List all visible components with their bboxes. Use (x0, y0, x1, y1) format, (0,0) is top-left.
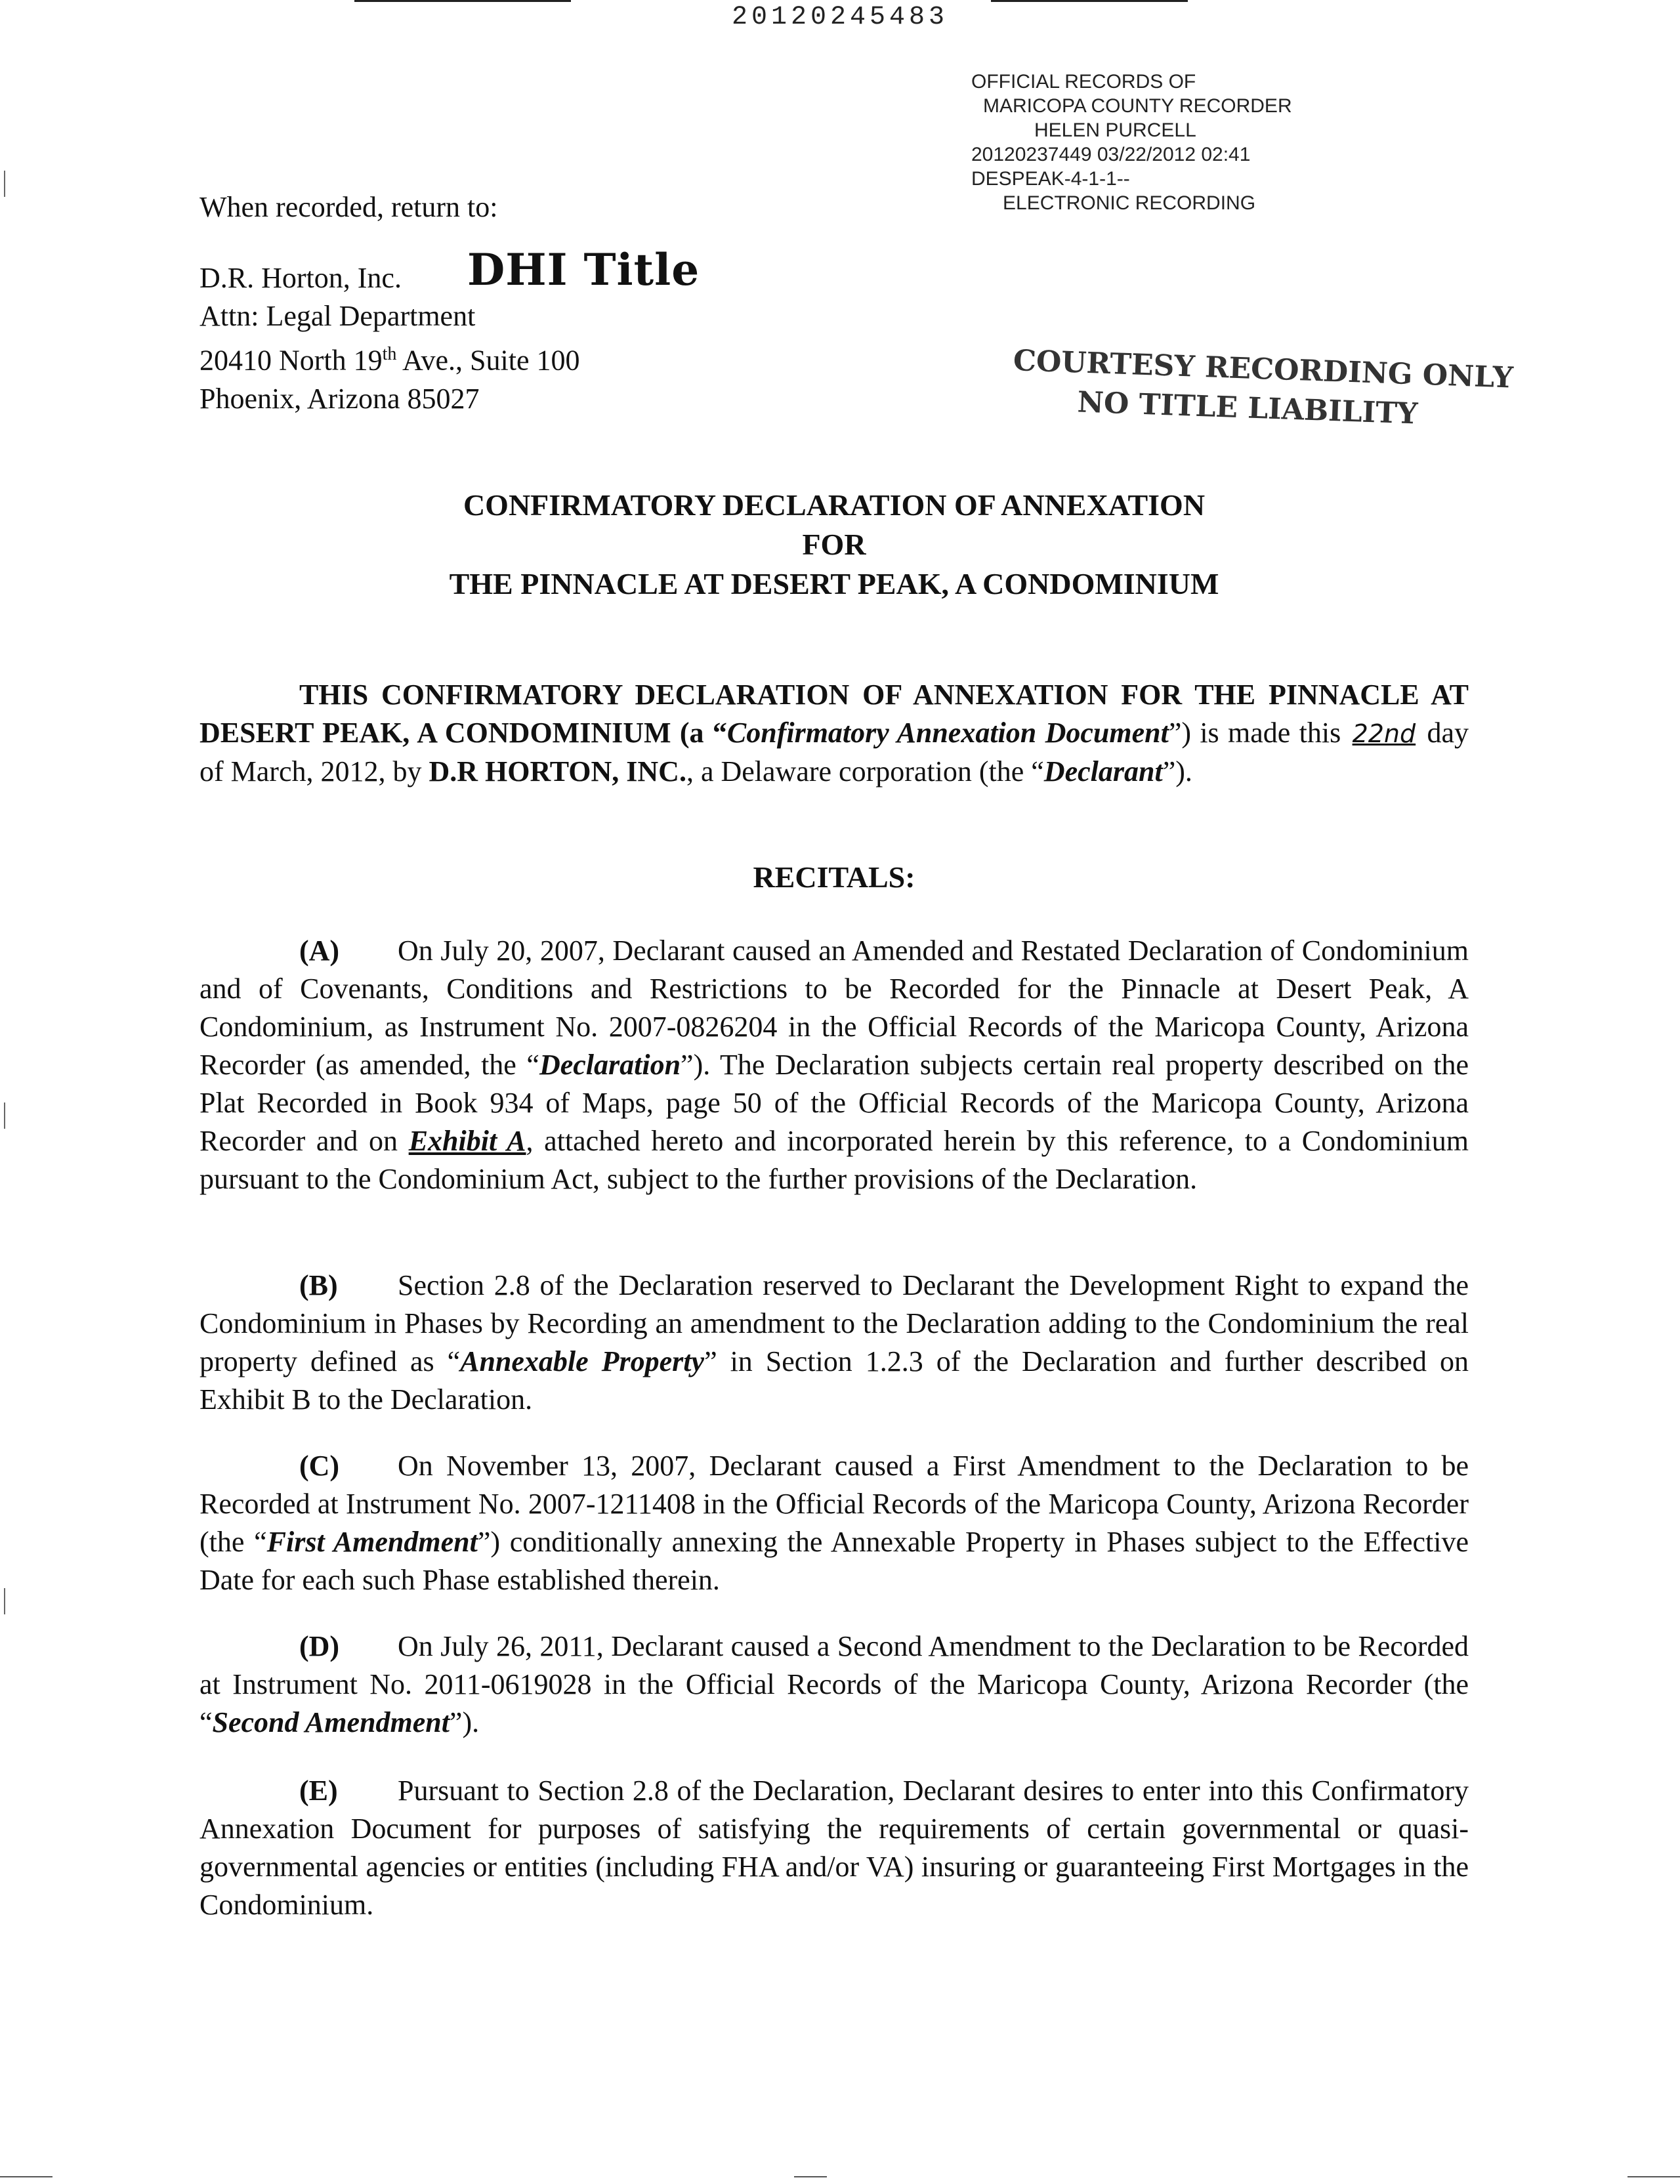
intro-text: , a Delaware corporation (the “ (686, 755, 1044, 788)
recorder-line: DESPEAK-4-1-1-- (971, 168, 1130, 190)
defined-term: Confirmatory Annexation Document (726, 717, 1169, 749)
recorder-block (971, 70, 1431, 215)
courtesy-recording-stamp (1011, 341, 1514, 436)
defined-term: Second Amendment (212, 1706, 450, 1738)
intro-paren: (a “ (671, 717, 727, 749)
recital-label: (D) (299, 1630, 340, 1662)
scan-top-line-right (991, 0, 1188, 2)
scan-top-line-left (354, 0, 571, 2)
scan-bottom-mark (1628, 2176, 1680, 2177)
address-company: D.R. Horton, Inc. (200, 262, 402, 294)
street-number: 20410 North 19 (200, 344, 383, 377)
exhibit-a-reference: Exhibit A (408, 1125, 526, 1157)
recital-text: ” in Section 1.2.3 of the Declaration and further described on Exhibit B to the Declaration. (200, 1345, 1469, 1416)
document-title (200, 486, 1469, 604)
recorder-line: ELECTRONIC RECORDING (1003, 192, 1256, 214)
recital-text: On July 20, 2007, Declarant caused an Amended and Restated Declaration of Condominium and of Covenants, Conditions and Restrictions to be Recorded for the Pinnacle at Desert Peak, A Condominium, as Instrument No. 2007-0826204 in the Official Records of the Maricopa County, Arizona Recorder (as amended, the “ (200, 934, 1469, 1081)
address-attn: Attn: Legal Department (200, 300, 476, 332)
recorder-line: MARICOPA COUNTY RECORDER (983, 95, 1292, 117)
recital-e (200, 1772, 1469, 1924)
recorder-line: 20120237449 03/22/2012 02:41 (971, 144, 1251, 165)
title-line: THE PINNACLE AT DESERT PEAK, A CONDOMINIUM (449, 567, 1219, 600)
scan-edge-mark (4, 171, 5, 197)
recital-text: On November 13, 2007, Declarant caused a First Amendment to the Declaration to be Recorded at Instrument No. 2007-1211408 in the Official Records of the Maricopa County, Arizona Recorder (the “ (200, 1450, 1469, 1558)
scan-edge-mark (4, 1102, 5, 1129)
scan-bottom-mark (794, 2176, 827, 2177)
intro-text: day of March, 2012, by (200, 717, 1469, 788)
intro-text: ”). (1162, 755, 1192, 788)
recital-text: ”). (449, 1706, 480, 1738)
recital-d (200, 1628, 1469, 1742)
title-line: FOR (802, 528, 866, 561)
recital-label: (C) (299, 1450, 340, 1482)
dhi-title-stamp: DHI Title (467, 244, 700, 295)
defined-term: Declaration (539, 1049, 681, 1081)
recital-text: ”). The Declaration subjects certain real property described on the Plat Recorded in Book 934 of Maps, page 50 of the Official Records of the Maricopa County, Arizona Recorder and on (200, 1049, 1469, 1157)
title-line: CONFIRMATORY DECLARATION OF ANNEXATION (463, 488, 1206, 522)
defined-term: Annexable Property (460, 1345, 705, 1377)
defined-term: First Amendment (266, 1526, 478, 1558)
recital-a (200, 932, 1469, 1198)
recital-label: (E) (299, 1774, 338, 1807)
handwritten-day: 22nd (1352, 719, 1416, 748)
recital-text: , attached hereto and incorporated herein by this reference, to a Condominium pursuant to the Condominium Act, subject to the further provisions of the Declaration. (200, 1125, 1469, 1195)
recital-text: Section 2.8 of the Declaration reserved to Declarant the Development Right to expand the Condominium in Phases by Recording an amendment to the Declaration adding to the Condominium the real property defined as “ (200, 1269, 1469, 1377)
address-city: Phoenix, Arizona 85027 (200, 382, 480, 415)
document-number: 20120245483 (731, 3, 949, 32)
street-ordinal: th (382, 344, 397, 364)
recitals-heading: RECITALS: (753, 860, 915, 894)
scan-bottom-mark (0, 2176, 52, 2177)
recital-text: Pursuant to Section 2.8 of the Declaration, Declarant desires to enter into this Confirmatory Annexation Document for purposes of satisfying the requirements of certain governmental or quasi-governmental agencies or entities (including FHA and/or VA) insuring or guaranteeing First Mortgages in the Condominium. (200, 1774, 1469, 1921)
no-title-liability-line: NO TITLE LIABILITY (1076, 385, 1419, 431)
recital-text: ”) conditionally annexing the Annexable Property in Phases subject to the Effective Date for each such Phase established therein. (200, 1526, 1469, 1596)
recital-b (200, 1267, 1469, 1419)
recital-text: On July 26, 2011, Declarant caused a Second Amendment to the Declaration to be Recorded at Instrument No. 2011-0619028 in the Official Records of the Maricopa County, Arizona Recorder (the “ (200, 1630, 1469, 1738)
recorder-line: HELEN PURCELL (1034, 119, 1196, 141)
intro-bold-heading: THIS CONFIRMATORY DECLARATION OF ANNEXATION FOR THE PINNACLE AT DESERT PEAK, A CONDOMINIUM (200, 679, 1469, 749)
scan-edge-mark (4, 1588, 5, 1614)
defined-term: Declarant (1043, 755, 1163, 788)
declarant-name: D.R HORTON, INC. (429, 755, 686, 788)
recital-label: (B) (299, 1269, 338, 1301)
intro-paragraph (200, 676, 1469, 791)
intro-text: ”) is made this (1168, 717, 1350, 749)
recital-label: (A) (299, 934, 340, 967)
address-street (200, 335, 580, 380)
recital-c (200, 1447, 1469, 1599)
recorder-line: OFFICIAL RECORDS OF (971, 71, 1196, 93)
return-to-label: When recorded, return to: (200, 191, 498, 223)
street-suite: Ave., Suite 100 (396, 344, 580, 377)
courtesy-stamp-line: COURTESY RECORDING ONLY (1013, 343, 1514, 395)
